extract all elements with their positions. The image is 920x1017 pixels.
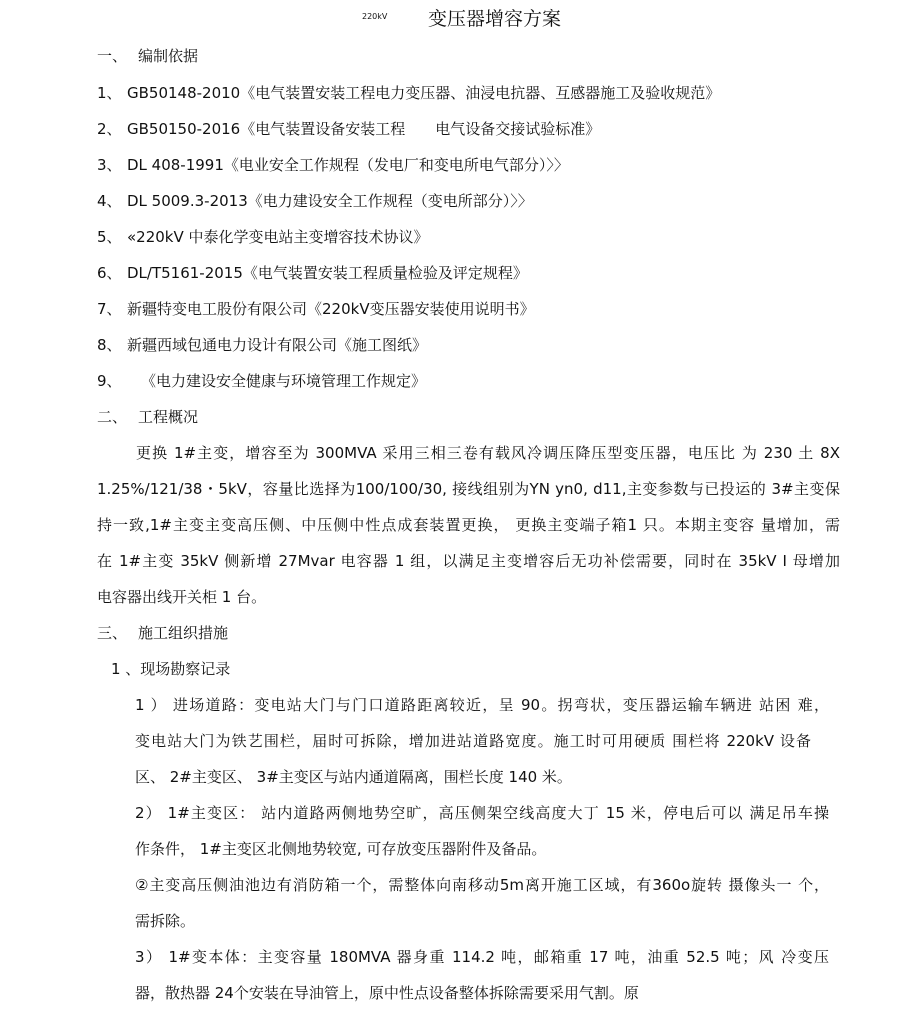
reference-text: 新疆西域包通电力设计有限公司《施工图纸》	[127, 336, 428, 354]
paragraph-line: 3） 1#变本体：主变容量 180MVA 器身重 114.2 吨，邮箱重 17 吨，油重 52.5 吨；风 冷变压	[135, 948, 829, 966]
section-number: 二、	[97, 408, 128, 426]
reference-item	[97, 119, 600, 139]
reference-item	[97, 155, 569, 175]
section-label: 工程概况	[138, 408, 199, 426]
section-heading-2	[97, 407, 198, 427]
subsection-heading: 1 、现场勘察记录	[111, 660, 231, 678]
reference-number: 2、	[97, 120, 122, 138]
section-heading-3	[97, 623, 228, 643]
section-number: 三、	[97, 624, 128, 642]
reference-item	[97, 227, 429, 247]
overview-line: 1.25%/121/38・5kV，容量比选择为100/100/30, 接线组别为YN yn0, d11,主变参数与已投运的 3#主变保	[97, 480, 840, 498]
reference-item	[97, 191, 533, 211]
paragraph-line: 作条件， 1#主变区北侧地势较宽, 可存放变压器附件及备品。	[135, 840, 547, 858]
reference-item	[97, 299, 535, 319]
reference-number: 9、	[97, 372, 122, 390]
section-number: 一、	[97, 47, 128, 65]
reference-item	[97, 335, 427, 355]
reference-text: GB50150-2016《电气装置设备安装工程 电气设备交接试验标准》	[127, 120, 601, 138]
paragraph-line: 器，散热器 24个安装在导油管上，原中性点设备整体拆除需要采用气割。原	[135, 984, 639, 1002]
reference-number: 1、	[97, 84, 122, 102]
reference-number: 8、	[97, 336, 122, 354]
section-label: 施工组织措施	[138, 624, 229, 642]
reference-item	[97, 263, 528, 283]
reference-number: 4、	[97, 192, 122, 210]
paragraph-line: ②主变高压侧油池边有消防箱一个，需整体向南移动5m离开施工区域，有360o旋转 摄像头一 个，	[135, 876, 829, 894]
document-title	[0, 4, 920, 28]
reference-number: 5、	[97, 228, 122, 246]
section-label: 编制依据	[138, 47, 199, 65]
reference-text: DL 5009.3-2013《电力建设安全工作规程（变电所部分）〉〉	[127, 192, 533, 210]
reference-text: DL 408-1991《电业安全工作规程（发电厂和变电所电气部分）〉〉	[127, 156, 569, 174]
reference-item	[97, 83, 720, 103]
overview-line: 在 1#主变 35kV 侧新增 27Mvar 电容器 1 组，以满足主变增容后无功补偿需要，同时在 35kV I 母增加	[97, 552, 840, 570]
paragraph-line: 2） 1#主变区： 站内道路两侧地势空旷，高压侧架空线高度大丁 15 米，停电后可以 满足吊车操	[135, 804, 829, 822]
reference-number: 7、	[97, 300, 122, 318]
reference-text: DL/T5161-2015《电气装置安装工程质量检验及评定规程》	[127, 264, 528, 282]
paragraph-line: 1 ） 进场道路：变电站大门与门口道路距离较近，呈 90。拐弯状，变压器运输车辆进 站困 难，	[135, 696, 829, 714]
paragraph-line: 需拆除。	[135, 912, 196, 930]
reference-text: GB50148-2010《电气装置安装工程电力变压器、油浸电抗器、互感器施工及验收规范》	[127, 84, 721, 102]
reference-text: «220kV 中泰化学变电站主变增容技术协议》	[127, 228, 429, 246]
title-prefix: 220kV	[362, 12, 388, 21]
reference-text: 《电力建设安全健康与环境管理工作规定》	[141, 372, 427, 390]
title-main: 变压器增容方案	[428, 8, 562, 30]
overview-line: 持一致,1#主变主变高压侧、中压侧中性点成套装置更换， 更换主变端子箱1 只。本期主变容 量增加，需	[97, 516, 840, 534]
reference-number: 6、	[97, 264, 122, 282]
reference-number: 3、	[97, 156, 122, 174]
reference-text: 新疆特变电工股份有限公司《220kV变压器安装使用说明书》	[127, 300, 535, 318]
section-heading-1	[97, 46, 198, 66]
reference-item	[97, 371, 426, 391]
overview-line: 电容器出线开关柜 1 台。	[97, 588, 267, 606]
overview-line: 更换 1#主变，增容至为 300MVA 采用三相三卷有载风冷调压降压型变压器，电压比 为 230 土 8X	[136, 444, 840, 462]
paragraph-line: 区、 2#主变区、 3#主变区与站内通道隔离，围栏长度 140 米。	[135, 768, 572, 786]
paragraph-line: 变电站大门为铁艺围栏，届时可拆除，增加进站道路宽度。施工时可用硬质 围栏将 220kV 设备	[135, 732, 811, 750]
